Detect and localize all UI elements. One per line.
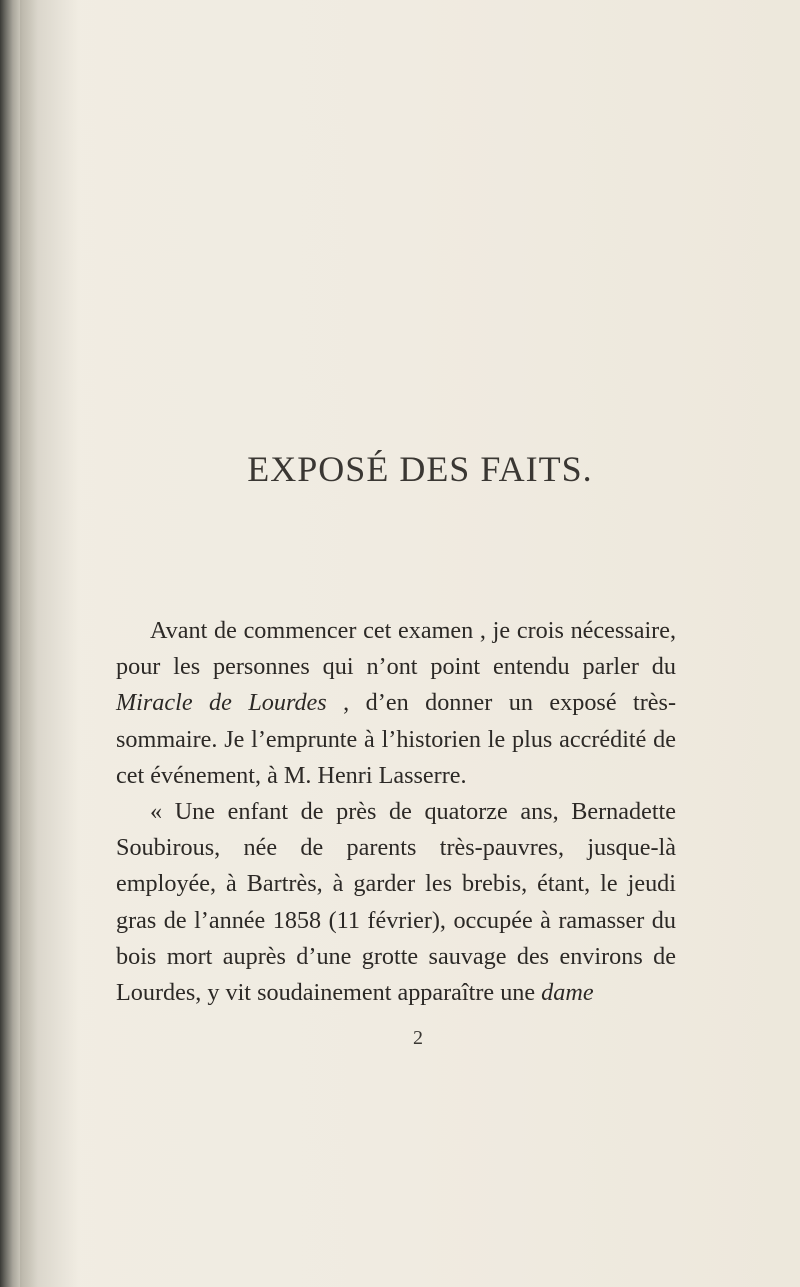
body-text [116,613,676,1011]
page-number: 2 [413,1027,423,1049]
paragraph-2-text-before: « Une enfant de près de quatorze ans, Bernadette Soubirous, née de parents très-pauvres, jusque-là employée, à Bartrès, à garder les brebis, étant, le jeudi gras de l’année 1858 (11 février), occupée à ramasser du bois mort auprès d’une grotte sauvage des environs de Lourdes, y vit soudainement apparaître une [116,798,676,1007]
chapter-title: EXPOSÉ DES FAITS. [247,449,593,489]
paragraph-1-italic: Miracle de Lourdes [116,689,327,717]
paragraph-2 [116,794,676,1011]
paragraph-2-italic: dame [541,979,594,1007]
paragraph-1-text-after: , d’en donner un exposé très-sommaire. Je l’emprunte à l’historien le plus accrédité de cet événement, à M. Henri Lasserre. [116,689,676,789]
gutter-shadow [20,0,80,1287]
paragraph-1 [116,613,676,794]
paragraph-1-text-before: Avant de commencer cet examen , je crois nécessaire, pour les personnes qui n’ont point entendu parler du [116,617,676,681]
